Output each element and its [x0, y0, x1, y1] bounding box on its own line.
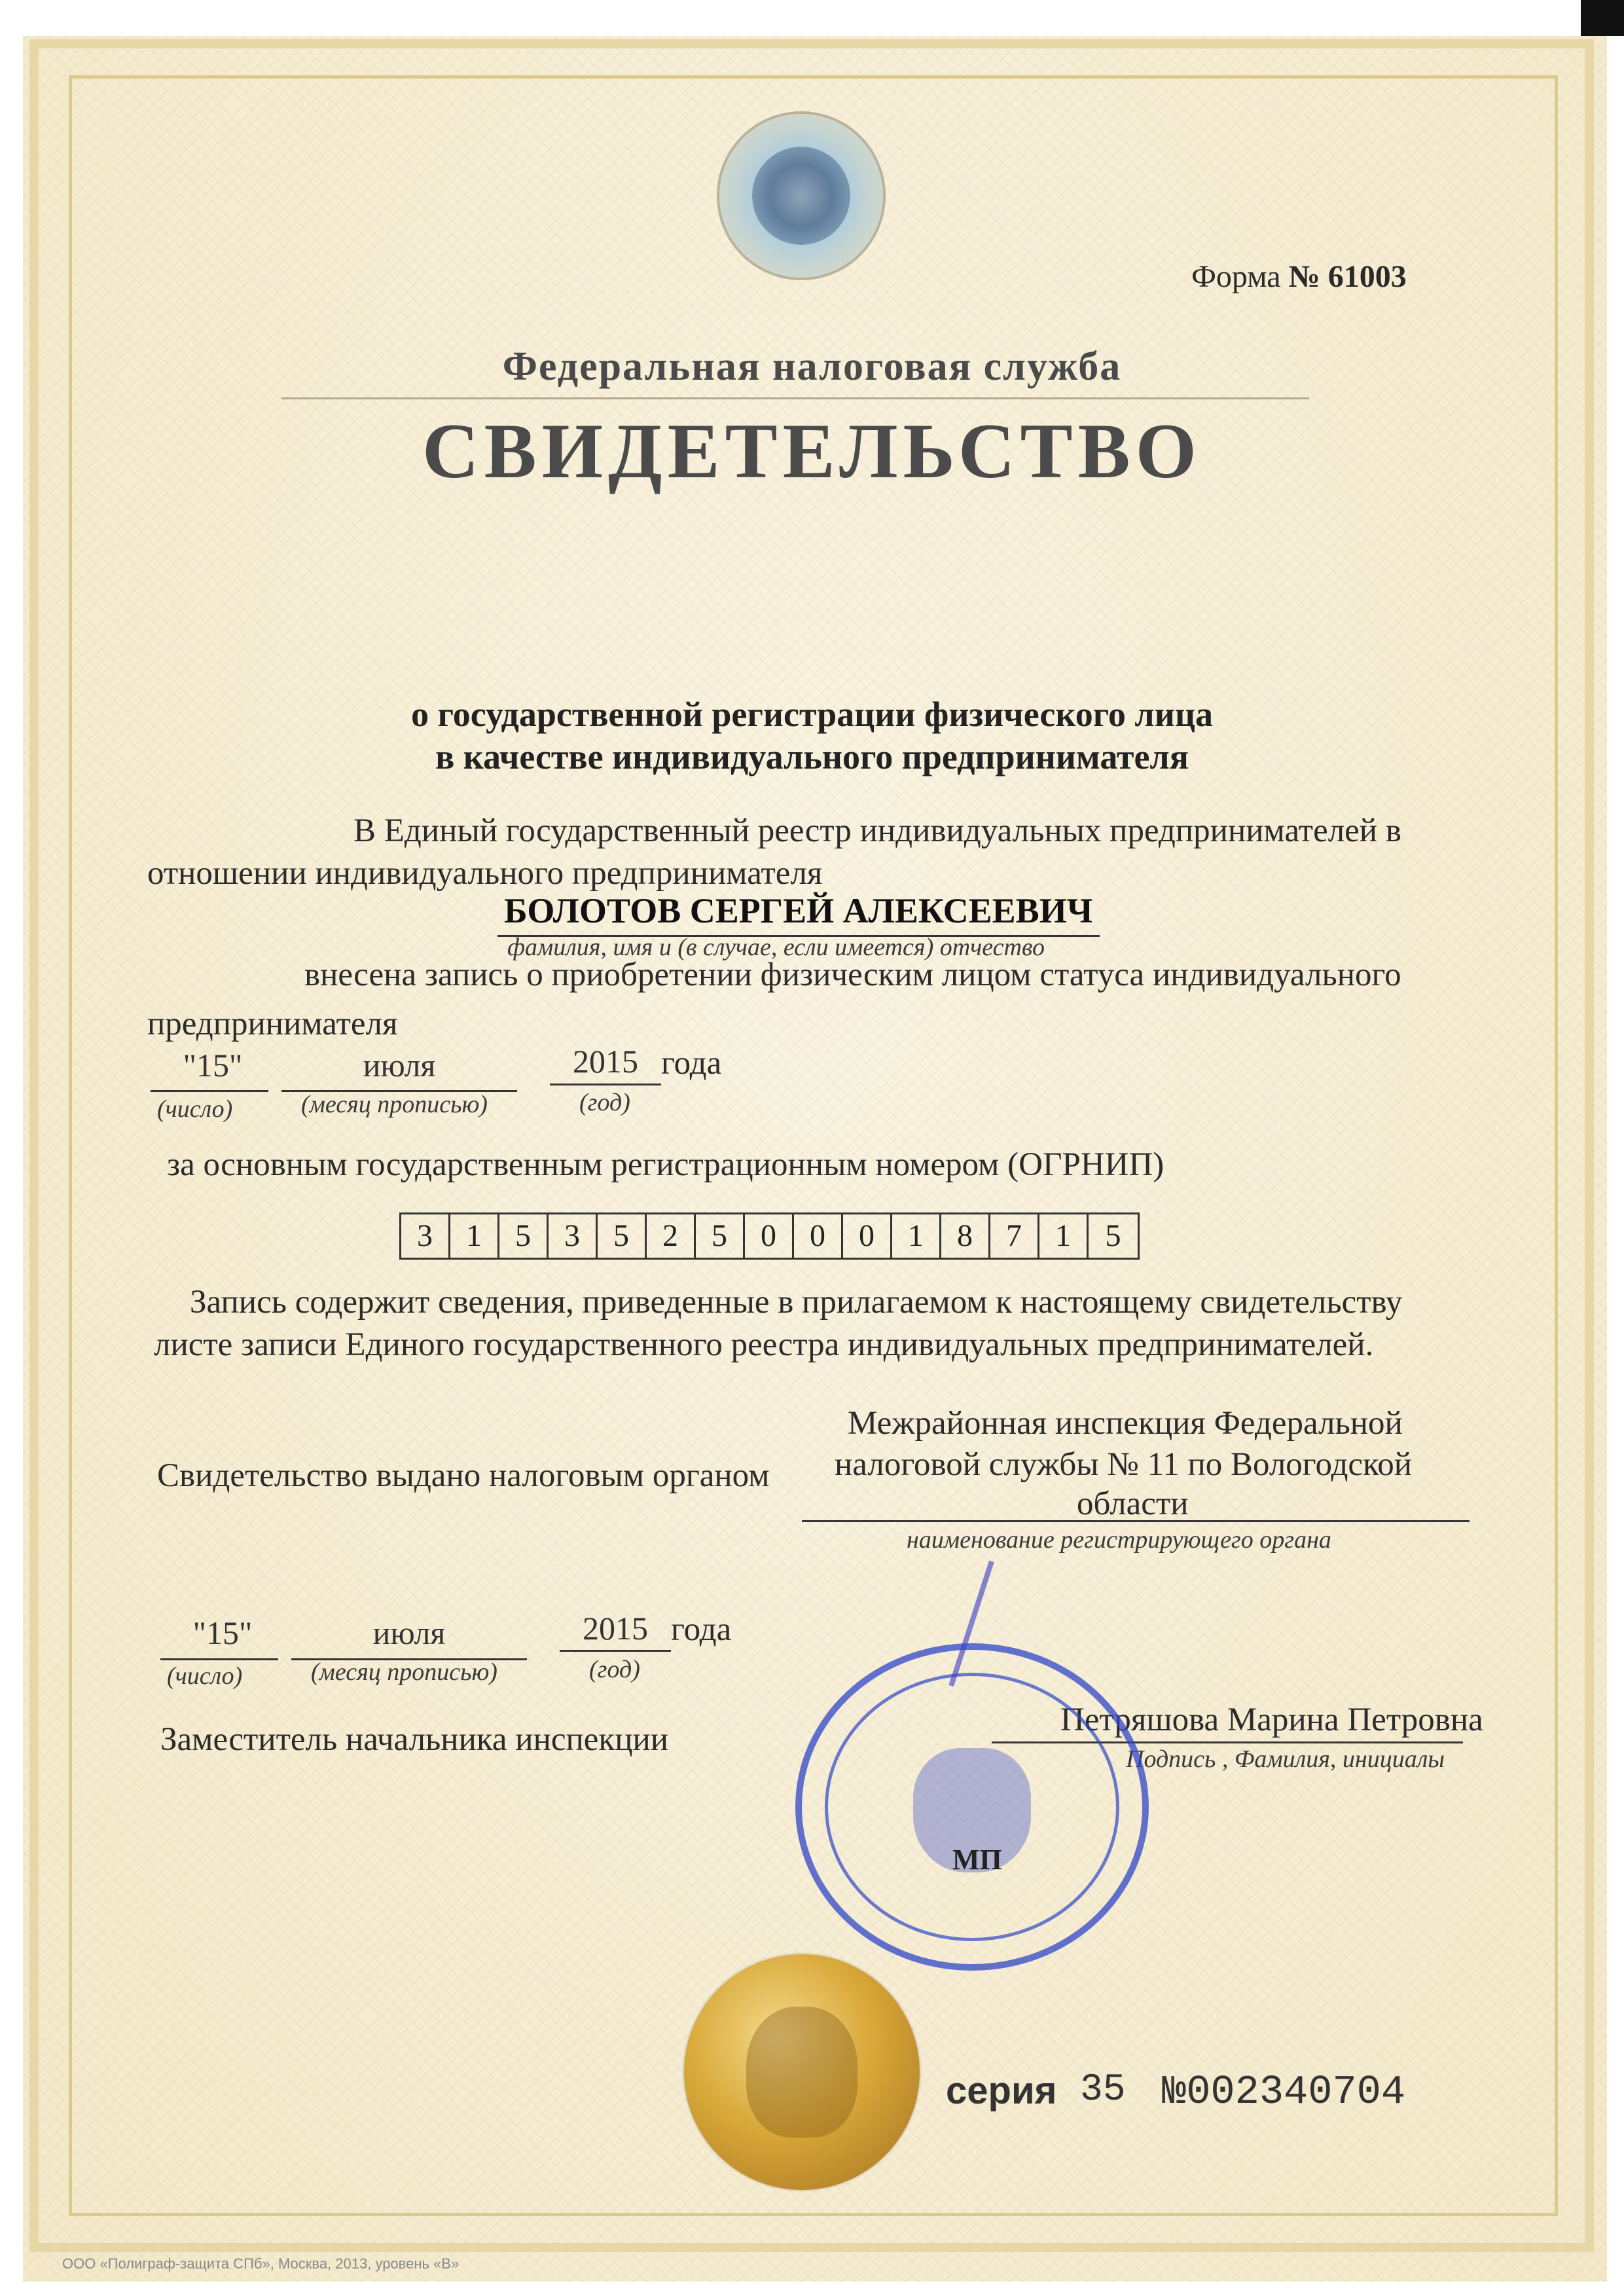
ogrnip-digit: 0 [843, 1214, 892, 1258]
ogrnip-digit: 5 [1105, 1218, 1121, 1253]
entry-line-2: предпринимателя [147, 1006, 398, 1042]
service-name: Федеральная налоговая служба [502, 344, 1122, 389]
ogrnip-digit: 2 [647, 1214, 696, 1258]
eagle-icon [746, 2007, 857, 2138]
date1-month: июля [363, 1047, 436, 1084]
ogrnip-digit: 0 [745, 1214, 794, 1258]
date2-month: июля [372, 1614, 446, 1651]
date2-day-line [160, 1658, 278, 1660]
date1-day-caption: (число) [157, 1095, 233, 1123]
stamp-mp-label: МП [952, 1844, 1002, 1876]
form-number-value: № 61003 [1288, 259, 1407, 294]
date1-day: "15" [183, 1047, 243, 1084]
date2-year-line [560, 1650, 671, 1652]
document-title: СВИДЕТЕЛЬСТВО [422, 407, 1202, 494]
intro-line-2: отношении индивидуального предпринимателя [147, 855, 823, 892]
subtitle-line-1: о государственной регистрации физического лица [411, 695, 1213, 734]
issued-by-label: Свидетельство выдано налоговым органом [157, 1457, 770, 1494]
header-divider [281, 397, 1309, 399]
ogrnip-digit: 5 [598, 1214, 647, 1258]
ogrnip-digit: 0 [794, 1214, 843, 1258]
authority-caption: наименование регистрирующего органа [907, 1526, 1331, 1554]
record-line-2: листе записи Единого государственного реестра индивидуальных предпринимателей. [154, 1326, 1374, 1363]
series-value: 35 [1080, 2069, 1126, 2111]
ogrnip-digit: 1 [1039, 1214, 1089, 1258]
ogrnip-digit: 8 [941, 1214, 990, 1258]
authority-line-3: области [1077, 1485, 1189, 1522]
date2-day: "15" [192, 1614, 253, 1651]
ogrnip-digit: 1 [450, 1214, 499, 1258]
printer-footer: ООО «Полиграф-защита СПб», Москва, 2013, уровень «В» [62, 2255, 460, 2272]
ogrnip-digit: 3 [401, 1214, 450, 1258]
gold-seal [684, 1954, 920, 2190]
ogrnip-digit: 5 [696, 1214, 745, 1258]
signature-caption: Подпись , Фамилия, инициалы [1126, 1745, 1445, 1773]
form-label: Форма [1191, 259, 1281, 294]
date2-year-suffix: года [671, 1611, 732, 1648]
ogrnip-label: за основным государственным регистрационным номером (ОГРНИП) [167, 1146, 1164, 1183]
serial-number: №002340704 [1162, 2069, 1406, 2115]
series-label: серия [946, 2069, 1057, 2112]
date1-month-caption: (месяц прописью) [301, 1091, 488, 1118]
signer-position: Заместитель начальника инспекции [160, 1721, 669, 1758]
record-line-1: Запись содержит сведения, приведенные в прилагаемом к настоящему свидетельству [190, 1284, 1403, 1321]
ogrnip-digit: 5 [499, 1214, 549, 1258]
date2-month-caption: (месяц прописью) [311, 1658, 497, 1686]
ogrnip-digit: 7 [990, 1214, 1039, 1258]
person-name: БОЛОТОВ СЕРГЕЙ АЛЕКСЕЕВИЧ [504, 891, 1093, 930]
authority-line-2: налоговой службы № 11 по Вологодской [835, 1446, 1413, 1483]
coat-of-arms-icon [752, 147, 850, 245]
ogrnip-number [399, 1212, 1140, 1260]
intro-line-1: В Единый государственный реестр индивидуальных предпринимателей в [353, 812, 1401, 849]
ogrnip-digit: 3 [549, 1214, 598, 1258]
signer-name: Петряшова Марина Петровна [1060, 1702, 1483, 1738]
ogrnip-digit: 1 [892, 1214, 941, 1258]
entry-line-1: внесена запись о приобретении физическим лицом статуса индивидуального [304, 957, 1401, 993]
official-stamp [795, 1643, 1149, 1971]
form-number [1191, 259, 1407, 295]
authority-line-1: Межрайонная инспекция Федеральной [848, 1405, 1403, 1442]
hologram-emblem [717, 111, 886, 280]
date1-year-suffix: года [661, 1045, 722, 1082]
date2-year-caption: (год) [589, 1656, 640, 1683]
subtitle-line-2: в качестве индивидуального предпринимателя [435, 737, 1189, 776]
authority-underline [802, 1520, 1470, 1522]
date1-year-caption: (год) [579, 1089, 630, 1116]
scan-edge [1581, 0, 1624, 36]
date1-day-line [151, 1090, 268, 1092]
person-caption: фамилия, имя и (в случае, если имеется) отчество [507, 934, 1045, 961]
date2-year: 2015 [583, 1610, 648, 1647]
date1-year-line [550, 1084, 661, 1085]
date2-day-caption: (число) [167, 1662, 243, 1690]
date1-year: 2015 [573, 1043, 638, 1080]
